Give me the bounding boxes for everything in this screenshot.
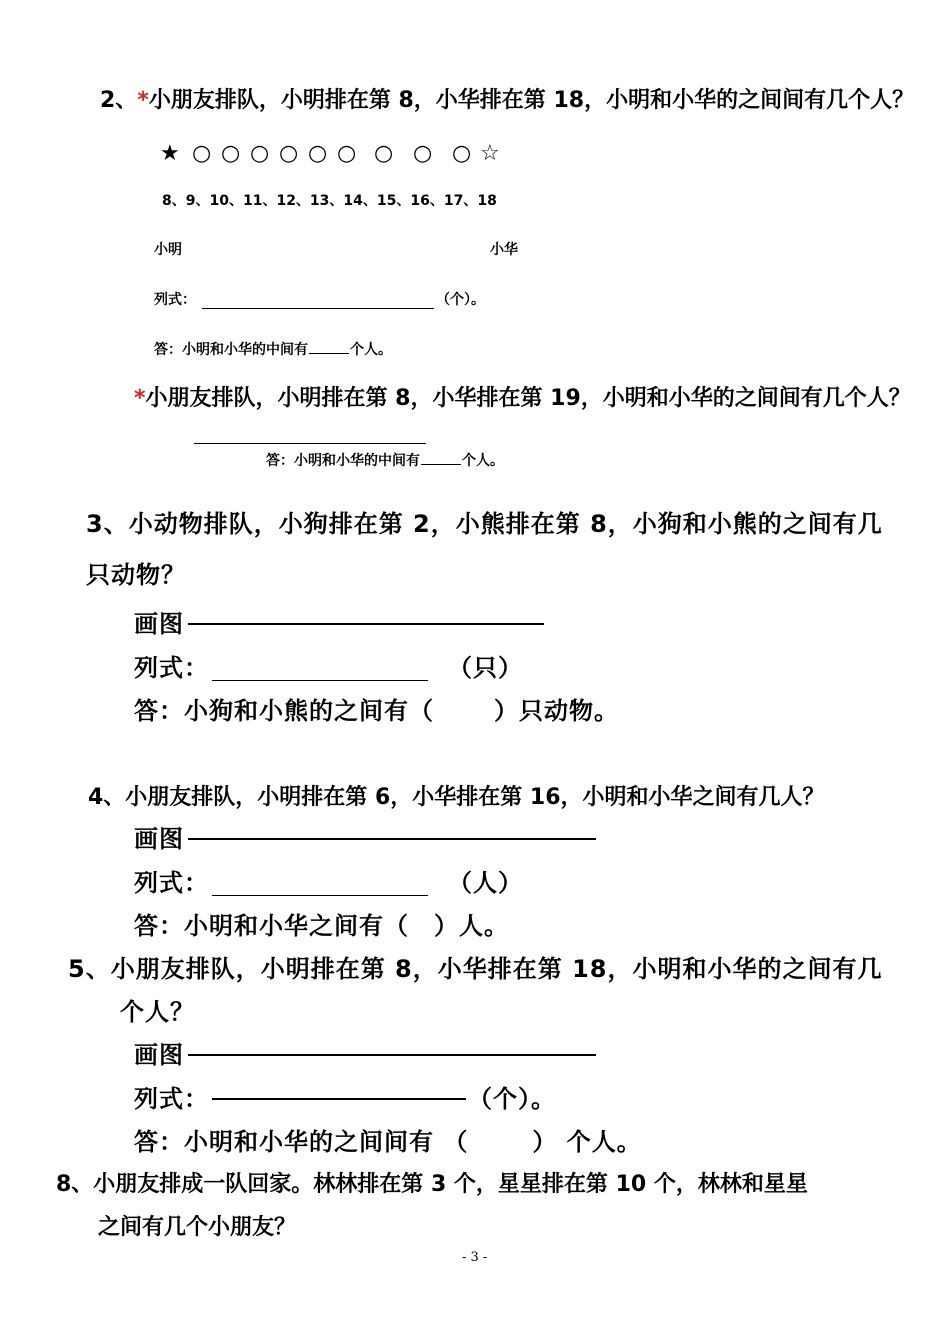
q4-answer: 答：小明和小华之间有（ ）人。 (134, 912, 509, 940)
q5-title-line1: 5、小朋友排队，小明排在第 8，小华排在第 18，小明和小华的之间有几 (68, 955, 883, 983)
q8-title-line1: 8、小朋友排成一队回家。林林排在第 3 个，星星排在第 10 个，林林和星星 (56, 1172, 808, 1197)
q2b-answer-blank[interactable] (421, 464, 461, 465)
q3-answer-suffix: ）只动物。 (494, 697, 619, 725)
q4-formula-label: 列式： (134, 869, 209, 897)
q4-formula-blank[interactable] (212, 895, 428, 896)
q2b-star: * (134, 386, 146, 411)
q4-title: 4、小朋友排队，小明排在第 6，小华排在第 16，小明和小华之间有几人？ (88, 785, 825, 810)
q3-draw-label: 画图 (134, 610, 184, 638)
q2-answer-suffix: 个人。 (350, 342, 392, 358)
q2b-answer-prefix: 答：小明和小华的中间有 (266, 453, 420, 469)
q2-symbol-circle: ○ (221, 141, 241, 166)
q5-answer (134, 1130, 642, 1154)
q4-formula-unit: （人） (448, 869, 523, 897)
q2-symbol-circle: ○ (337, 141, 357, 166)
q2-number: 2、 (100, 88, 138, 113)
q2-formula-label: 列式： (154, 292, 196, 308)
q2-symbol-circle: ○ (279, 141, 299, 166)
q2-star: * (137, 88, 149, 113)
q2-text: 小朋友排队，小明排在第 8，小华排在第 18，小明和小华的之间间有几个人？ (148, 88, 915, 113)
q2b-title (134, 388, 911, 410)
q3-formula-unit: （只） (448, 654, 523, 682)
page-number: - 3 - (462, 1250, 488, 1265)
q2-symbol-circle: ○ (192, 141, 212, 166)
q2b-answer (266, 454, 504, 468)
q2b-text: 小朋友排队，小明排在第 8，小华排在第 19，小明和小华的之间间有几个人？ (145, 386, 911, 411)
q2-symbol-circle: ○ (413, 141, 433, 166)
q2-answer-blank[interactable] (309, 353, 349, 354)
q2-symbol-circle: ○ (374, 141, 394, 166)
q2-symbol-start: ★ (160, 141, 180, 166)
q3-draw-line[interactable] (188, 623, 544, 625)
q2-title (100, 90, 914, 112)
q2-label-xiaohua: 小华 (490, 242, 518, 258)
q2-answer (154, 343, 392, 357)
q2b-formula-blank[interactable] (194, 443, 426, 444)
q2b-answer-suffix: 个人。 (462, 453, 504, 469)
q5-formula-unit: （个）。 (468, 1085, 556, 1113)
q5-formula-line[interactable] (212, 1098, 466, 1100)
q2-symbol-end: ☆ (480, 141, 500, 166)
q2-symbol-circle: ○ (308, 141, 328, 166)
q5-draw-line[interactable] (188, 1054, 596, 1056)
q2-formula-blank[interactable] (202, 308, 434, 309)
q3-formula-label: 列式： (134, 654, 209, 682)
q2-formula-unit: （个）。 (436, 292, 485, 308)
q2-label-xiaoming: 小明 (154, 242, 182, 258)
q5-formula-label: 列式： (134, 1085, 209, 1113)
q2-answer-prefix: 答：小明和小华的中间有 (154, 342, 308, 358)
q3-title-line2: 只动物？ (86, 561, 186, 589)
q3-formula-blank[interactable] (212, 680, 428, 681)
q4-draw-line[interactable] (188, 838, 596, 840)
q5-answer-prefix: 答：小明和小华的之间间有 （ (134, 1128, 469, 1156)
q3-answer-prefix: 答：小狗和小熊的之间有（ (134, 697, 434, 725)
q3-title-line1: 3、小动物排队，小狗排在第 2，小熊排在第 8，小狗和小熊的之间有几 (86, 510, 883, 538)
q3-answer (134, 699, 619, 723)
q2-symbol-circle: ○ (452, 141, 472, 166)
q5-title-line2: 个人？ (120, 998, 195, 1026)
q5-answer-suffix: ） 个人。 (532, 1128, 642, 1156)
q5-draw-label: 画图 (134, 1041, 184, 1069)
q4-draw-label: 画图 (134, 825, 184, 853)
q8-title-line2: 之间有几个小朋友？ (98, 1215, 297, 1240)
q2-number-row: 8、9、10、11、12、13、14、15、16、17、18 (162, 193, 497, 209)
q2-symbol-circle: ○ (250, 141, 270, 166)
